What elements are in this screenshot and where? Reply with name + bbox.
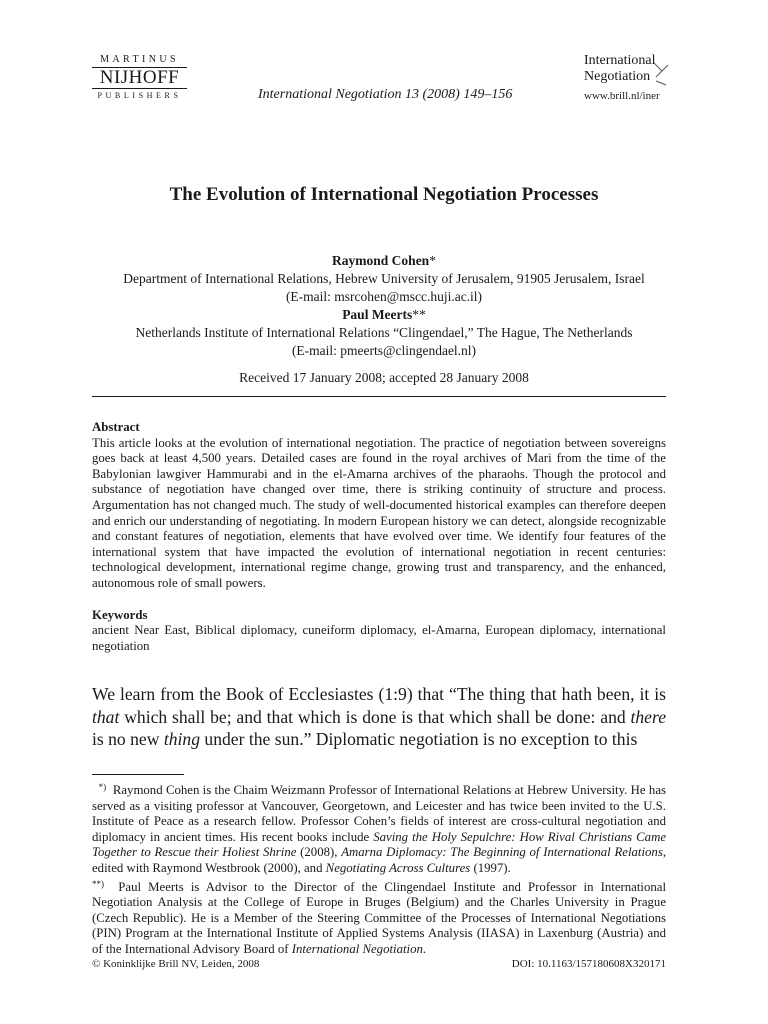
author-2-email[interactable]: (E-mail: pmeerts@clingendael.nl) <box>291 343 477 358</box>
body-paragraph <box>92 683 666 751</box>
footnote-2-text: Paul Meerts is Advisor to the Director of the Clingendael Institute and Professor in International Negotiation Analysis at the College of Europe in Bruges (Belgium) and the Charles University in Prague (Czech Republic). He is a Member of the Steering Committee of the Processes of International Negotiations (PIN) Program at the International Institute of Applied Systems Analysis (IIASA) in Laxenburg (Austria) and of the International Advisory Board of <box>92 879 666 956</box>
author-2-affiliation: Netherlands Institute of International Relations “Clingendael,” The Hague, The Netherlands <box>135 325 633 340</box>
body-emphasis-2: there <box>630 706 666 727</box>
author-block <box>60 252 708 387</box>
author-1-name: Raymond Cohen <box>332 253 430 268</box>
journal-logo-mark-icon <box>652 61 670 87</box>
journal-logo-line1: International <box>584 53 656 68</box>
footnote-2-mark: **) <box>92 878 104 889</box>
journal-logo-line2: Negotiation <box>584 69 651 84</box>
body-text-4: under the sun.” Diplomatic negotiation is no exception to this <box>200 729 638 749</box>
publisher-top: MARTINUS <box>100 54 179 65</box>
publisher-logo <box>92 54 187 101</box>
footnote-2-journal: International Negotiation <box>291 941 423 956</box>
abstract-section <box>92 420 666 654</box>
keywords-text: ancient Near East, Biblical diplomacy, cuneiform diplomacy, el-Amarna, European diplomacy, international negotiation <box>92 623 666 653</box>
author-2-mark: ** <box>412 307 426 322</box>
footnote-divider <box>92 774 184 775</box>
body-text-1: We learn from the Book of Ecclesiastes (1:9) that “The thing that hath been, it is <box>92 684 666 704</box>
journal-logo <box>584 53 676 102</box>
article-title: The Evolution of International Negotiation Processes <box>169 184 599 205</box>
body-text-3: is no new <box>92 729 164 749</box>
body-emphasis-1: that <box>92 706 120 727</box>
footnote-1-text-2: (2008), <box>296 845 342 860</box>
footnotes <box>92 780 666 958</box>
footnote-1-text-4: (1997). <box>470 860 511 875</box>
copyright-notice: © Koninklijke Brill NV, Leiden, 2008 <box>92 958 260 970</box>
footnote-1-book-1: Saving the Holy Sepulchre: How Rival Christians Came Together to Rescue their Holiest Shrine <box>92 829 666 860</box>
footnote-1-mark: *) <box>98 782 107 792</box>
author-1-mark: * <box>429 253 436 268</box>
footnote-1-book-3: Negotiating Across Cultures <box>325 860 471 875</box>
footnote-1-book-2: Amarna Diplomacy: The Beginning of International Relations <box>341 845 663 860</box>
body-text-2: which shall be; and that which is done is that which shall be done: and <box>119 706 631 727</box>
footnote-2 <box>92 877 666 958</box>
footnote-1-text: Raymond Cohen is the Chaim Weizmann Professor of International Relations at Hebrew University. He has served as a visiting professor at Vancouver, Georgetown, and Leicester and has twice been invited to the U.S. Institute of Peace as a research fellow. Professor Cohen’s fields of interest are cross-cultural negotiation and diplomacy in ancient times. His recent books include <box>92 783 666 844</box>
footnote-2-end: . <box>422 941 427 956</box>
abstract-heading: Abstract <box>92 420 140 434</box>
publisher-bottom: PUBLISHERS <box>97 91 182 100</box>
received-dates: Received 17 January 2008; accepted 28 January 2008 <box>239 370 529 385</box>
header-divider <box>92 396 666 397</box>
abstract-text: This article looks at the evolution of international negotiation. The practice of negotiation between sovereigns goes back at least 4,500 years. Detailed cases are found in the royal archives of Mari from the time of the Babylonian lawgiver Hammurabi and in the el-Amarna archives of the pharaohs. Though the protocol and substance of negotiation have changed over time, there is striking continuity of structure and process. Argumentation has not changed much. The study of well-documented historical examples can therefore deepen and enrich our understanding of negotiating. In modern European history we can detect, alongside recognizable and constant features of negotiation, elements that have evolved over time. We identify four features of the international system that have impacted the evolution of international negotiation in recent centuries: technological development, international regime change, growing trust and transparency, and the enhanced, autonomous role of small powers. <box>92 435 666 590</box>
keywords-heading: Keywords <box>92 607 148 622</box>
author-1-affiliation: Department of International Relations, Hebrew University of Jerusalem, 91905 Jerusalem, Israel <box>123 271 645 286</box>
author-1-email[interactable]: (E-mail: msrcohen@mscc.huji.ac.il) <box>285 289 483 304</box>
publisher-name: NIJHOFF <box>92 67 187 89</box>
footnote-1-text-3: , edited with Raymond Westbrook (2000), and <box>92 845 667 875</box>
doi-link[interactable]: DOI: 10.1163/157180608X320171 <box>511 958 666 970</box>
footnote-1 <box>92 780 666 877</box>
journal-url[interactable]: www.brill.nl/iner <box>584 90 660 102</box>
body-emphasis-3: thing <box>163 729 201 749</box>
author-2-name: Paul Meerts <box>342 307 413 322</box>
journal-citation: International Negotiation 13 (2008) 149–156 <box>258 87 513 102</box>
